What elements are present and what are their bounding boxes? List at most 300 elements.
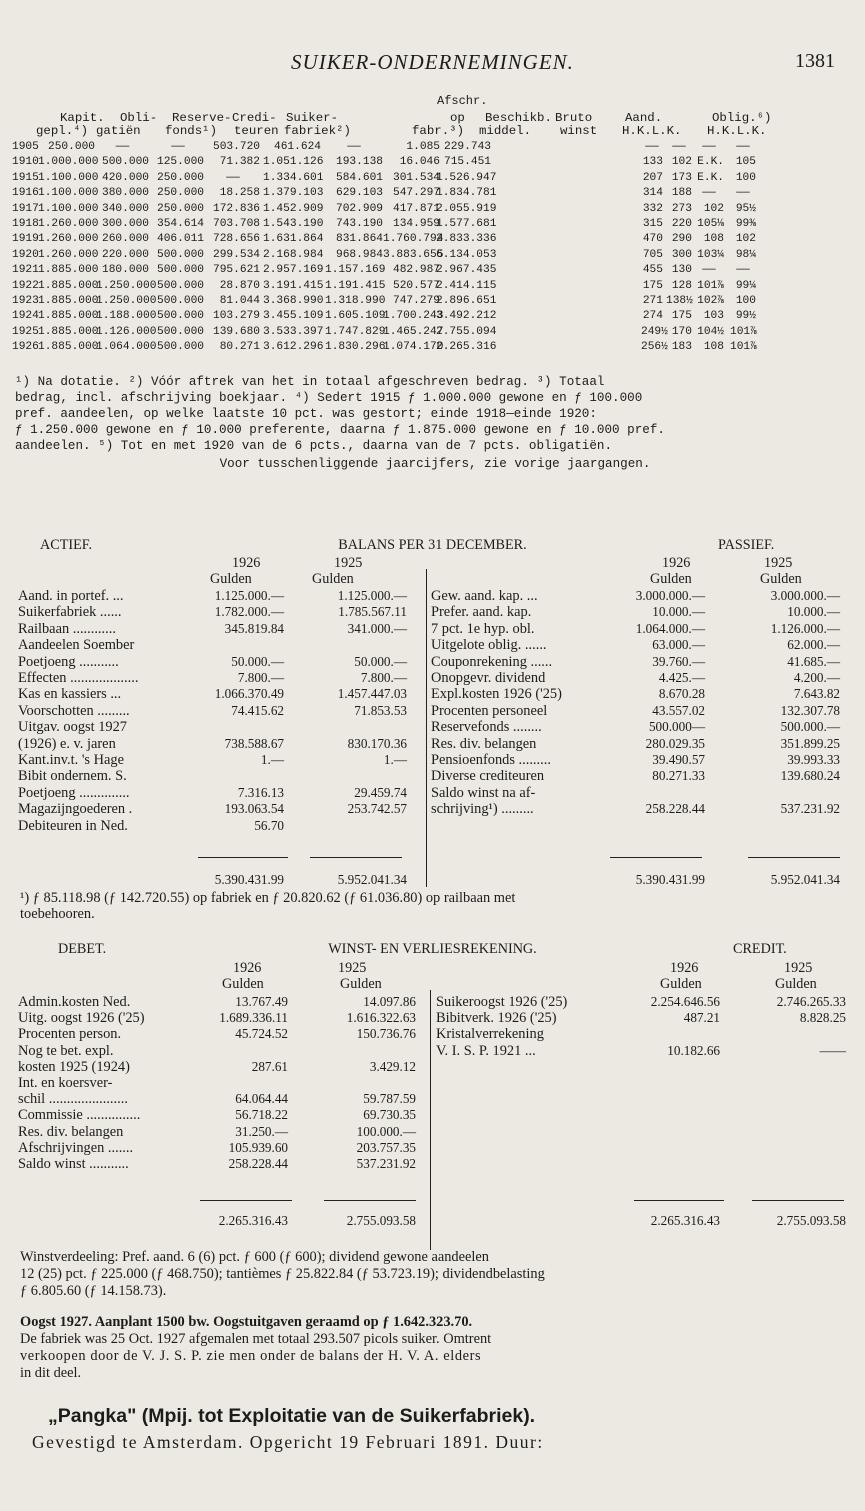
actief-value-1925: 7.800.— <box>360 670 407 685</box>
actief-value-1925: 1.785.567.11 <box>338 604 407 620</box>
table-cell: 1.700.243 <box>383 310 444 323</box>
credit-value-1925: 2.746.265.33 <box>776 994 846 1009</box>
table-row-year: 1905 <box>12 141 39 153</box>
debet-value-1926: 45.724.52 <box>235 1026 288 1042</box>
table-cell: 2.168.984 <box>263 248 324 261</box>
actief-value-1925: 50.000.— <box>354 653 407 669</box>
table-cell: —— <box>672 141 686 153</box>
total-rule <box>324 1200 416 1201</box>
unit-header: Gulden <box>760 571 802 587</box>
table-row-year: 1910 <box>12 156 39 169</box>
table-cell: 2.833.336 <box>436 233 497 246</box>
table-cell: 260.000 <box>102 233 149 246</box>
actief-label: Aand. in portef. ... <box>18 588 124 604</box>
passief-value-1926: 258.228.44 <box>645 801 705 817</box>
year-header: 1925 <box>764 555 793 571</box>
table-cell: 6.134.053 <box>436 248 497 261</box>
footnotes <box>15 374 855 472</box>
actief-value-1926: 1.782.000.— <box>214 604 284 620</box>
column-header: fonds¹) <box>165 124 218 138</box>
balance-title: BALANS PER 31 DECEMBER. <box>338 537 527 553</box>
table-cell: 250.000 <box>48 141 95 153</box>
column-header: Reserve- <box>172 111 232 125</box>
unit-header: Gulden <box>650 571 692 587</box>
table-cell: 133 <box>642 156 663 169</box>
passief-label: 7 pct. 1e hyp. obl. <box>431 620 535 637</box>
passief-value-1925: 39.993.33 <box>787 752 840 767</box>
total-rule <box>310 857 402 858</box>
table-cell: 81.044 <box>219 295 260 307</box>
total-rule <box>752 1200 844 1201</box>
debet-value-1925: 69.730.35 <box>363 1107 416 1123</box>
table-cell: 420.000 <box>102 171 149 184</box>
table-cell: 3.533.397 <box>263 325 324 338</box>
table-cell: 1.543.190 <box>263 218 324 230</box>
table-cell: 188 <box>671 187 692 200</box>
table-cell: 406.011 <box>157 233 204 246</box>
actief-value-1926: 56.70 <box>254 817 284 833</box>
table-cell: 102 <box>671 156 692 169</box>
table-cell: —— <box>347 141 361 153</box>
credit-label: Bibitverk. 1926 ('25) <box>436 1010 557 1027</box>
credit-heading: CREDIT. <box>733 941 787 957</box>
table-cell: 705 <box>642 248 663 261</box>
table-cell: 16.046 <box>399 156 440 169</box>
table-cell: 1.885.000 <box>38 341 99 354</box>
passief-value-1925: 10.000.— <box>787 604 840 620</box>
debet-heading: DEBET. <box>58 941 107 957</box>
column-header: gepl.⁴) <box>36 124 89 138</box>
table-cell: 256½ <box>641 341 668 354</box>
debet-label: Afschrijvingen ....... <box>18 1139 134 1156</box>
table-cell: 103¼ <box>697 248 724 261</box>
debet-value-1926: 105.939.60 <box>228 1139 288 1155</box>
debet-total-1925: 2.755.093.58 <box>346 1213 416 1228</box>
table-cell: 80.271 <box>219 341 260 354</box>
actief-total-1925: 5.952.041.34 <box>337 872 407 887</box>
debet-value-1926: 258.228.44 <box>228 1156 288 1171</box>
debet-label: Res. div. belangen <box>18 1123 124 1140</box>
total-rule <box>198 857 288 858</box>
table-row-year: 1915 <box>12 171 39 184</box>
table-cell: 1.885.000 <box>38 310 99 323</box>
passief-value-1926: 1.064.000.— <box>635 620 705 636</box>
column-divider <box>426 569 427 887</box>
debet-value-1925: 537.231.92 <box>356 1156 416 1171</box>
winstverdeeling-line: Winstverdeeling: Pref. aand. 6 (6) pct. ƒ 600 (ƒ 600); dividend gewone aandeelen <box>20 1249 489 1265</box>
actief-label: Kas en kassiers ... <box>18 686 122 703</box>
passief-label: Procenten personeel <box>431 702 548 719</box>
table-cell: 1.526.947 <box>436 171 497 184</box>
year-header: 1925 <box>338 960 367 976</box>
table-cell: 500.000 <box>157 341 204 354</box>
passief-value-1925: 132.307.78 <box>780 702 840 718</box>
column-header: Oblig.⁶) <box>712 111 772 125</box>
passief-value-1925: 1.126.000.— <box>770 620 840 636</box>
actief-label: Aandeelen Soember <box>18 637 135 654</box>
table-cell: 103 <box>703 310 724 323</box>
debet-label: Uitg. oogst 1926 ('25) <box>18 1010 145 1027</box>
table-cell: 314 <box>642 187 663 200</box>
table-row-year: 1916 <box>12 187 39 200</box>
column-header: Aand. <box>625 111 663 125</box>
table-cell: 3.883.655 <box>383 248 444 261</box>
table-cell: 1.064.000 <box>96 341 157 354</box>
table-cell: —— <box>226 171 240 184</box>
table-cell: 1.885.000 <box>38 295 99 307</box>
year-header: 1926 <box>670 960 699 976</box>
table-cell: 715.451 <box>444 156 491 169</box>
table-cell: 2.055.919 <box>436 202 497 215</box>
year-header: 1926 <box>662 555 691 571</box>
table-cell: 1.830.296 <box>325 341 386 354</box>
table-cell: 1.100.000 <box>38 171 99 184</box>
table-cell: 108 <box>703 233 724 246</box>
year-header: 1926 <box>232 555 261 571</box>
table-cell: 220 <box>671 218 692 230</box>
actief-value-1926: 1.— <box>260 752 284 767</box>
table-cell: 1.885.000 <box>38 264 99 277</box>
passief-value-1925: 4.200.— <box>793 670 840 685</box>
table-cell: 520.577 <box>393 279 440 292</box>
passief-value-1926: 4.425.— <box>658 670 705 685</box>
table-cell: —— <box>736 141 750 153</box>
table-cell: 332 <box>642 202 663 215</box>
column-header: Kapit. <box>60 111 105 125</box>
actief-value-1926: 738.588.67 <box>224 735 284 751</box>
table-cell: 1.100.000 <box>38 187 99 200</box>
table-cell: E.K. <box>697 156 724 169</box>
table-cell: 1.379.103 <box>263 187 324 200</box>
table-cell: 1.318.990 <box>325 295 386 307</box>
table-cell: 747.279 <box>393 295 440 307</box>
table-cell: 99½ <box>735 310 756 323</box>
table-cell: 1.452.909 <box>263 202 324 215</box>
table-cell: —— <box>736 187 750 200</box>
page-number: 1381 <box>795 50 835 72</box>
column-header: op <box>450 111 465 125</box>
table-cell: 100 <box>735 171 756 184</box>
table-cell: 1.885.000 <box>38 279 99 292</box>
table-cell: 138½ <box>666 295 693 307</box>
footnote-line: bedrag, incl. afschrijving boekjaar. ⁴) Sedert 1915 ƒ 1.000.000 gewone en ƒ 100.000 <box>15 391 643 405</box>
table-cell: 968.984 <box>336 248 383 261</box>
table-cell: 99⅜ <box>735 218 756 230</box>
actief-heading: ACTIEF. <box>40 537 93 553</box>
actief-value-1925: 71.853.53 <box>354 702 407 718</box>
table-cell: 1.051.126 <box>263 156 324 169</box>
company-founded: Gevestigd te Amsterdam. Opgericht 19 Februari 1891. Duur: <box>32 1432 544 1452</box>
table-cell: 470 <box>642 233 663 246</box>
table-row-year: 1919 <box>12 233 39 246</box>
actief-value-1925: 1.457.447.03 <box>337 686 407 702</box>
table-cell: 743.190 <box>336 218 383 230</box>
actief-value-1926: 193.063.54 <box>224 801 284 817</box>
table-cell: 134.959 <box>393 218 440 230</box>
table-cell: 229.743 <box>444 141 491 153</box>
table-cell: 193.138 <box>336 156 383 169</box>
table-cell: 503.720 <box>213 141 260 153</box>
column-header: fabr.³) <box>412 124 465 138</box>
table-row-year: 1918 <box>12 218 39 230</box>
column-header: teuren <box>234 124 279 138</box>
debet-value-1926: 56.718.22 <box>235 1107 288 1123</box>
footnote-line: ¹) Na dotatie. ²) Vóór aftrek van het in totaal afgeschreven bedrag. ³) Totaal <box>15 375 605 389</box>
actief-label: Poetjoeng .............. <box>18 784 130 801</box>
debet-value-1925: 14.097.86 <box>363 994 416 1009</box>
table-cell: 380.000 <box>102 187 149 200</box>
credit-label: Suikeroogst 1926 ('25) <box>436 994 568 1010</box>
column-header: Obli- <box>120 111 158 125</box>
passief-value-1926: 280.029.35 <box>645 735 705 751</box>
table-cell: 1.260.000 <box>38 218 99 230</box>
debet-value-1926: 1.689.336.11 <box>219 1010 288 1026</box>
passief-label: Res. div. belangen <box>431 735 537 752</box>
table-cell: 95½ <box>735 202 756 215</box>
debet-value-1926: 31.250.— <box>235 1123 288 1139</box>
debet-value-1926: 13.767.49 <box>235 994 288 1009</box>
table-row-year: 1921 <box>12 264 39 277</box>
table-cell: 250.000 <box>157 202 204 215</box>
debet-value-1925: 100.000.— <box>356 1123 416 1139</box>
table-cell: 108 <box>703 341 724 354</box>
actief-label: Debiteuren in Ned. <box>18 817 128 834</box>
passief-label: Onopgevr. dividend <box>431 670 546 686</box>
oogst-line: in dit deel. <box>20 1365 82 1381</box>
passief-value-1925: 351.899.25 <box>780 735 840 751</box>
actief-value-1925: 830.170.36 <box>347 735 407 751</box>
table-cell: 1.260.000 <box>38 248 99 261</box>
debet-label: Procenten person. <box>18 1026 122 1043</box>
actief-value-1926: 7.316.13 <box>237 784 284 800</box>
see-previous-note: Voor tusschenliggende jaarcijfers, zie vorige jaargangen. <box>219 457 651 471</box>
table-cell: 105 <box>735 156 756 169</box>
credit-value-1926: 487.21 <box>683 1010 720 1026</box>
unit-header: Gulden <box>340 976 382 992</box>
table-cell: 3.455.109 <box>263 310 324 323</box>
credit-total-1925: 2.755.093.58 <box>776 1213 846 1228</box>
table-cell: 130 <box>671 264 692 277</box>
actief-label: Bibit ondernem. S. <box>18 768 127 785</box>
table-row-year: 1920 <box>12 248 39 261</box>
table-cell: 71.382 <box>219 156 260 169</box>
debet-value-1925: 150.736.76 <box>356 1026 416 1042</box>
table-cell: —— <box>115 141 130 153</box>
column-header: Bruto <box>555 111 593 125</box>
table-cell: —— <box>702 264 716 277</box>
actief-value-1925: 341.000.— <box>347 620 407 636</box>
table-cell: 1.577.681 <box>436 218 497 230</box>
passief-label: Gew. aand. kap. ... <box>431 588 538 604</box>
actief-label: Poetjoeng ........... <box>18 653 119 670</box>
table-cell: 299.534 <box>213 248 260 261</box>
passief-label: Expl.kosten 1926 ('25) <box>431 686 562 703</box>
table-cell: 183 <box>671 341 692 354</box>
table-cell: 274 <box>642 310 663 323</box>
unit-header: Gulden <box>775 976 817 992</box>
table-cell: 139.680 <box>213 325 260 338</box>
table-cell: 300.000 <box>102 218 149 230</box>
passief-value-1926: 39.760.— <box>652 653 705 669</box>
table-cell: 273 <box>671 202 692 215</box>
passief-label: Prefer. aand. kap. <box>431 604 532 621</box>
table-cell: 703.708 <box>213 218 260 230</box>
table-cell: 2.755.094 <box>436 325 497 338</box>
actief-value-1925: 1.125.000.— <box>337 588 407 603</box>
actief-label: (1926) e. v. jaren <box>18 735 116 752</box>
table-cell: 1.188.000 <box>96 310 157 323</box>
table-cell: 102 <box>735 233 756 246</box>
table-cell: 728.656 <box>213 233 260 246</box>
passief-value-1926: 63.000.— <box>652 637 705 653</box>
table-cell: 172.836 <box>213 202 260 215</box>
passief-label: Saldo winst na af- <box>431 784 536 801</box>
oogst-line: verkoopen door de V. J. S. P. zie men onder de balans der H. V. A. elders <box>20 1348 482 1364</box>
passief-heading: PASSIEF. <box>718 537 775 553</box>
header-afschr: Afschr. <box>437 94 488 108</box>
unit-header: Gulden <box>660 976 702 992</box>
table-cell: 220.000 <box>102 248 149 261</box>
table-cell: 500.000 <box>157 264 204 277</box>
table-cell: 455 <box>642 264 663 277</box>
table-row-year: 1923 <box>12 295 39 307</box>
table-cell: 500.000 <box>157 279 204 292</box>
column-header: middel. <box>479 124 532 138</box>
actief-value-1926: 50.000.— <box>231 653 284 669</box>
table-cell: 290 <box>671 233 692 246</box>
column-header: H.K.L.K. <box>622 124 682 138</box>
column-header: gatiën <box>96 124 141 138</box>
table-cell: 173 <box>671 171 692 184</box>
year-header: 1925 <box>334 555 363 571</box>
total-rule <box>610 857 702 858</box>
table-cell: 500.000 <box>102 156 149 169</box>
table-cell: 315 <box>642 218 663 230</box>
table-cell: 2.967.435 <box>436 264 497 277</box>
table-cell: 175 <box>671 310 692 323</box>
credit-value-1925: —— <box>819 1042 846 1058</box>
table-cell: 3.612.296 <box>263 341 324 354</box>
column-header: fabriek²) <box>284 124 351 138</box>
table-row-year: 1917 <box>12 202 39 215</box>
table-cell: 101⅞ <box>697 279 724 292</box>
table-cell: 1.260.000 <box>38 233 99 246</box>
debet-label: Int. en koersver- <box>18 1075 113 1091</box>
table-cell: 1.157.169 <box>325 264 386 277</box>
oogst-line: Oogst 1927. Aanplant 1500 bw. Oogstuitgaven geraamd op ƒ 1.642.323.70. <box>20 1314 473 1330</box>
debet-value-1926: 287.61 <box>251 1058 288 1074</box>
table-cell: 1.126.000 <box>96 325 157 338</box>
table-cell: —— <box>645 141 659 153</box>
table-row-year: 1924 <box>12 310 39 323</box>
table-cell: 3.368.990 <box>263 295 324 307</box>
credit-label: Kristalverrekening <box>436 1026 544 1043</box>
unit-header: Gulden <box>210 571 252 587</box>
table-cell: 2.896.651 <box>436 295 497 307</box>
winstverdeeling-line: 12 (25) pct. ƒ 225.000 (ƒ 468.750); tantièmes ƒ 25.822.84 (ƒ 53.723.19); dividendbelasting <box>20 1266 545 1282</box>
credit-total-1926: 2.265.316.43 <box>650 1213 720 1228</box>
actief-value-1926: 345.819.84 <box>224 620 284 636</box>
table-cell: 702.909 <box>336 202 383 215</box>
table-cell: 271 <box>642 295 663 307</box>
column-header: Suiker- <box>286 111 339 125</box>
table-cell: 104½ <box>697 325 724 338</box>
table-cell: 500.000 <box>157 310 204 323</box>
passief-value-1925: 7.643.82 <box>793 686 840 702</box>
debet-value-1925: 59.787.59 <box>363 1091 416 1107</box>
table-cell: 1.834.781 <box>436 187 497 200</box>
table-cell: 1.085 <box>406 141 440 153</box>
actief-value-1926: 1.125.000.— <box>214 588 284 603</box>
footnote-line: pref. aandeelen, op welke laatste 10 pct. was gestort; einde 1918—einde 1920: <box>15 407 597 421</box>
passief-value-1925: 139.680.24 <box>780 768 840 784</box>
table-cell: 99¼ <box>735 279 756 292</box>
column-header: winst <box>560 124 598 138</box>
passief-value-1925: 500.000.— <box>780 719 840 735</box>
passief-value-1926: 10.000.— <box>652 604 705 620</box>
table-row-year: 1926 <box>12 341 39 354</box>
passief-total-1925: 5.952.041.34 <box>770 872 840 887</box>
table-cell: 417.871 <box>393 202 440 215</box>
table-cell: 1.100.000 <box>38 202 99 215</box>
passief-label: Uitgelote oblig. ...... <box>431 637 547 654</box>
table-cell: 354.614 <box>157 218 204 230</box>
debet-value-1925: 3.429.12 <box>369 1058 416 1074</box>
total-rule <box>634 1200 724 1201</box>
actief-label: Kant.inv.t. 's Hage <box>18 752 124 768</box>
table-cell: 547.297 <box>393 187 440 200</box>
table-cell: 1.760.794 <box>383 233 444 246</box>
actief-label: Effecten ................... <box>18 670 139 686</box>
debet-total-1926: 2.265.316.43 <box>218 1213 288 1228</box>
actief-value-1925: 253.742.57 <box>347 801 407 817</box>
balance-footnote: toebehooren. <box>20 906 95 922</box>
credit-label: V. I. S. P. 1921 ... <box>436 1042 536 1059</box>
table-cell: 461.624 <box>274 141 321 153</box>
table-cell: 500.000 <box>157 325 204 338</box>
passief-total-1926: 5.390.431.99 <box>635 872 705 887</box>
actief-value-1926: 1.066.370.49 <box>214 686 284 702</box>
table-cell: 28.870 <box>219 279 260 292</box>
table-cell: 101⅞ <box>730 325 757 338</box>
credit-value-1926: 2.254.646.56 <box>650 994 720 1009</box>
year-header: 1926 <box>233 960 262 976</box>
column-header: H.K.L.K. <box>707 124 767 138</box>
actief-value-1926: 74.415.62 <box>231 702 284 718</box>
table-cell: 207 <box>642 171 663 184</box>
passief-label: Diverse crediteuren <box>431 768 545 785</box>
passief-value-1926: 39.490.57 <box>652 752 705 767</box>
table-row-year: 1925 <box>12 325 39 338</box>
table-cell: 1.334.601 <box>263 171 324 184</box>
table-cell: 1.000.000 <box>38 156 99 169</box>
table-cell: 340.000 <box>102 202 149 215</box>
debet-value-1925: 203.757.35 <box>356 1139 416 1155</box>
passief-value-1926: 500.000— <box>648 719 705 735</box>
balance-footnote: ¹) ƒ 85.118.98 (ƒ 142.720.55) op fabriek en ƒ 20.820.62 (ƒ 61.036.80) op railbaan met <box>20 890 516 906</box>
table-cell: 175 <box>642 279 663 292</box>
debet-label: Commissie ............... <box>18 1107 141 1124</box>
table-cell: 1.747.829 <box>325 325 386 338</box>
debet-label: Admin.kosten Ned. <box>18 994 131 1010</box>
table-cell: 250.000 <box>157 171 204 184</box>
passief-value-1926: 80.271.33 <box>652 768 705 784</box>
table-cell: 300 <box>671 248 692 261</box>
table-cell: 1.074.170 <box>383 341 444 354</box>
passief-label: schrijving¹) ......... <box>431 801 534 818</box>
running-header-title: SUIKER-ONDERNEMINGEN. <box>291 50 574 74</box>
table-cell: 105⅛ <box>697 218 724 230</box>
